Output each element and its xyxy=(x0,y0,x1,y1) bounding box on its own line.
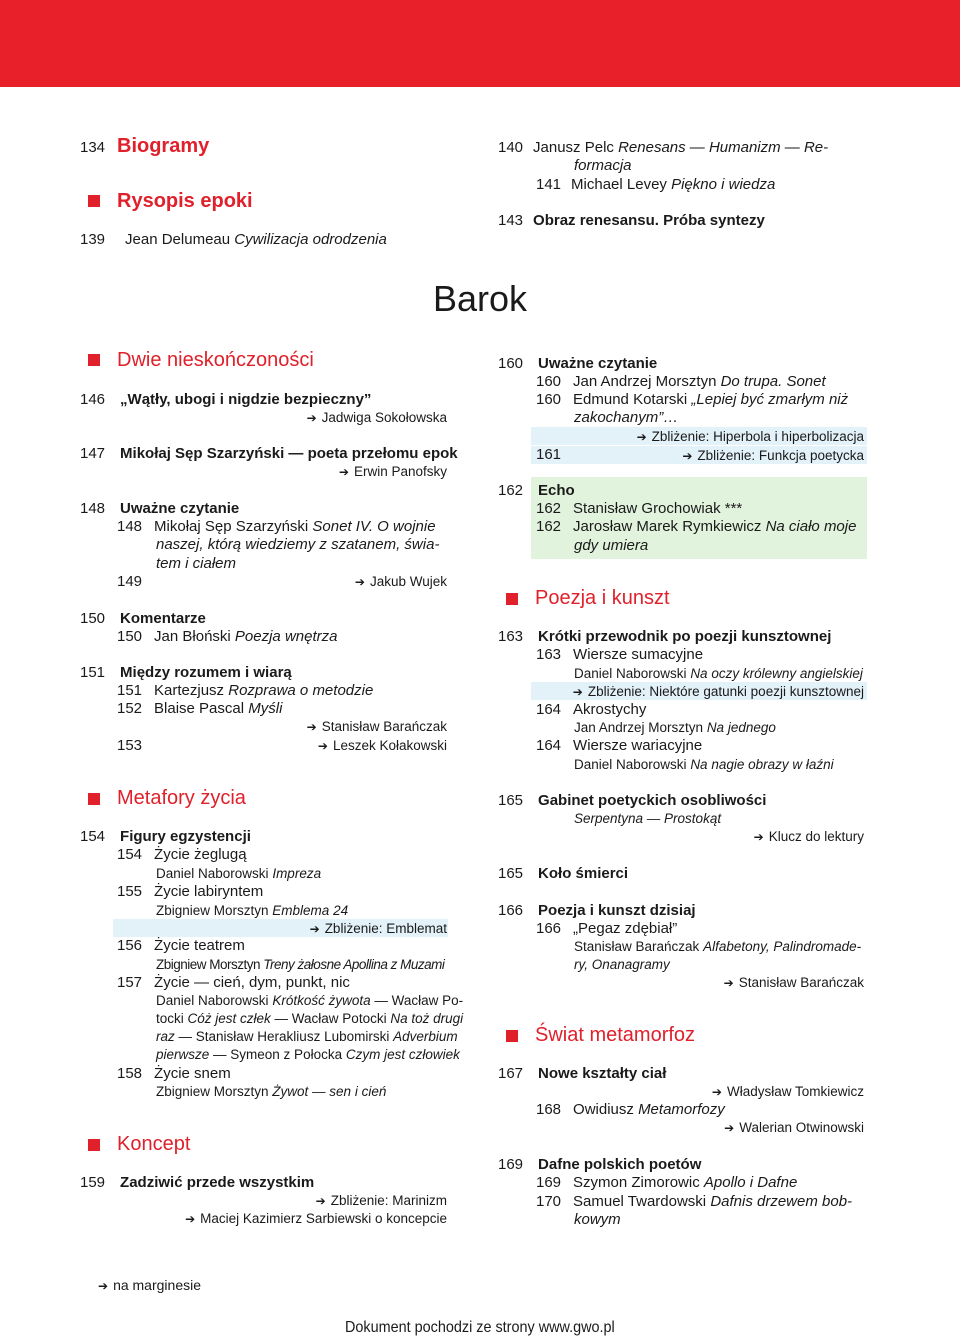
toc-detail-157-l4: pierwsze — Symeon z Połocka Czym jest człowiek xyxy=(156,1047,460,1062)
toc-subentry-162b: 162 Jarosław Marek Rymkiewicz Na ciało moje xyxy=(536,518,857,535)
red-square-icon xyxy=(88,793,100,805)
toc-detail-155: Zbigniew Morsztyn Emblema 24 xyxy=(156,903,349,918)
toc-subentry-156: 156 Życie teatrem xyxy=(117,937,245,954)
toc-entry-141: 141 Michael Levey Piękno i wiedza xyxy=(536,176,776,193)
toc-subentry-160b-cont: zakochanym”… xyxy=(574,409,679,426)
toc-subentry-157: 157 Życie — cień, dym, punkt, nic xyxy=(117,974,350,991)
toc-subentry-148-cont2: tem i ciałem xyxy=(156,555,237,572)
arrow-right-icon: ➔ xyxy=(317,739,328,753)
margin-note: ➔ Zbliżenie: Niektóre gatunki poezji kunsztownej xyxy=(572,684,864,699)
section-poezja-i-kunszt: Poezja i kunszt xyxy=(535,587,670,609)
section-koncept: Koncept xyxy=(117,1133,191,1155)
toc-entry-159: 159 Zadziwić przede wszystkim xyxy=(80,1174,315,1191)
toc-subentry-153: 153 xyxy=(117,737,143,754)
margin-note: ➔ Stanisław Barańczak xyxy=(306,719,447,734)
margin-note: ➔ Jadwiga Sokołowska xyxy=(306,410,447,425)
toc-subentry-155: 155 Życie labiryntem xyxy=(117,883,264,900)
section-biogramy: Biogramy xyxy=(117,135,210,157)
toc-entry-140: 140 Janusz Pelc Renesans — Humanizm — Re- xyxy=(498,139,829,156)
arrow-right-icon: ➔ xyxy=(636,430,647,444)
margin-note: ➔ Zbliżenie: Marinizm xyxy=(315,1193,447,1208)
toc-subentry-164a: 164 Akrostychy xyxy=(536,701,647,718)
section-rysopis-epoki: Rysopis epoki xyxy=(117,190,253,212)
toc-detail-157-l3: raz — Stanisław Herakliusz Lubomirski Adverbium xyxy=(156,1029,458,1044)
margin-note: ➔ Zbliżenie: Emblemat xyxy=(309,921,447,936)
toc-detail-154: Daniel Naborowski Impreza xyxy=(156,866,322,881)
toc-subentry-149: 149 xyxy=(117,573,143,590)
red-square-icon xyxy=(88,1139,100,1151)
page-title: Barok xyxy=(432,278,528,319)
toc-detail-166-l2: ry, Onanagramy xyxy=(574,957,670,972)
toc-subentry-169: 169 Szymon Zimorowic Apollo i Dafne xyxy=(536,1174,798,1191)
page-number: 134 xyxy=(80,139,106,156)
toc-detail-164a: Jan Andrzej Morsztyn Na jednego xyxy=(574,720,776,735)
toc-entry-166: 166 Poezja i kunszt dzisiaj xyxy=(498,902,696,919)
red-square-icon xyxy=(88,354,100,366)
toc-entry-165b: 165 Koło śmierci xyxy=(498,865,629,882)
toc-subentry-168: 168 Owidiusz Metamorfozy xyxy=(536,1101,725,1118)
margin-note: ➔ Stanisław Barańczak xyxy=(723,975,864,990)
margin-note: ➔ Jakub Wujek xyxy=(354,574,447,589)
arrow-right-icon: ➔ xyxy=(354,575,365,589)
toc-entry-150: 150 Komentarze xyxy=(80,610,206,627)
arrow-right-icon: ➔ xyxy=(306,720,317,734)
toc-entry-147: 147 Mikołaj Sęp Szarzyński — poeta przełomu epok xyxy=(80,445,458,462)
toc-subentry-148-cont: naszej, którą wiedziemy z szatanem, świa- xyxy=(156,536,440,553)
toc-subentry-154: 154 Życie żeglugą xyxy=(117,846,247,863)
toc-entry-148: 148 Uważne czytanie xyxy=(80,500,240,517)
arrow-right-icon: ➔ xyxy=(98,1279,109,1293)
toc-entry-163: 163 Krótki przewodnik po poezji kunsztownej xyxy=(498,628,832,645)
arrow-right-icon: ➔ xyxy=(306,411,317,425)
section-dwie-nieskonczonosci: Dwie nieskończoności xyxy=(117,349,314,371)
toc-entry-151: 151 Między rozumem i wiarą xyxy=(80,664,292,681)
margin-note: ➔ Maciej Kazimierz Sarbiewski o koncepcie xyxy=(185,1211,447,1226)
toc-entry-169: 169 Dafne polskich poetów xyxy=(498,1156,702,1173)
margin-note: ➔ Klucz do lektury xyxy=(753,829,864,844)
margin-note: ➔ Leszek Kołakowski xyxy=(317,738,447,753)
arrow-right-icon: ➔ xyxy=(338,465,349,479)
arrow-right-icon: ➔ xyxy=(682,449,693,463)
toc-entry-140-cont: formacja xyxy=(574,157,632,174)
margin-note: ➔ Walerian Otwinowski xyxy=(724,1120,864,1135)
toc-detail-165: Serpentyna — Prostokąt xyxy=(574,811,722,826)
arrow-right-icon: ➔ xyxy=(723,976,734,990)
toc-subentry-161: 161 xyxy=(536,446,562,463)
toc-subentry-150: 150 Jan Błoński Poezja wnętrza xyxy=(117,628,338,645)
toc-subentry-170-cont: kowym xyxy=(574,1211,621,1228)
toc-subentry-160a: 160 Jan Andrzej Morsztyn Do trupa. Sonet xyxy=(536,373,826,390)
toc-detail-164b: Daniel Naborowski Na nagie obrazy w łaźni xyxy=(574,757,834,772)
margin-note: ➔ Erwin Panofsky xyxy=(338,464,447,479)
toc-subentry-166: 166 „Pegaz zdębiał” xyxy=(536,920,678,937)
toc-entry-160: 160 Uważne czytanie xyxy=(498,355,658,372)
toc-detail-157-l1: Daniel Naborowski Krótkość żywota — Wacław Po- xyxy=(156,993,464,1008)
arrow-right-icon: ➔ xyxy=(185,1212,196,1226)
toc-detail-163: Daniel Naborowski Na oczy królewny angielskiej xyxy=(574,666,863,681)
toc-entry-146: 146 „Wątły, ubogi i nigdzie bezpieczny” xyxy=(80,391,372,408)
red-square-icon xyxy=(88,195,100,207)
arrow-right-icon: ➔ xyxy=(724,1121,735,1135)
toc-subentry-162b-cont: gdy umiera xyxy=(574,537,649,554)
toc-subentry-151: 151 Kartezjusz Rozprawa o metodzie xyxy=(117,682,374,699)
arrow-right-icon: ➔ xyxy=(315,1194,326,1208)
toc-subentry-152: 152 Blaise Pascal Myśli xyxy=(117,700,283,717)
arrow-right-icon: ➔ xyxy=(572,685,583,699)
toc-entry-167: 167 Nowe kształty ciał xyxy=(498,1065,667,1082)
toc-detail-158: Zbigniew Morsztyn Żywot — sen i cień xyxy=(156,1084,387,1099)
toc-subentry-158: 158 Życie snem xyxy=(117,1065,231,1082)
toc-subentry-160b: 160 Edmund Kotarski „Lepiej być zmarłym niż xyxy=(536,391,849,408)
toc-entry-162: 162 Echo xyxy=(498,482,575,499)
toc-detail-156: Zbigniew Morsztyn Treny żałosne Apollina z Muzami xyxy=(156,957,445,972)
toc-entry-165: 165 Gabinet poetyckich osobliwości xyxy=(498,792,767,809)
toc-entry-143: 143 Obraz renesansu. Próba syntezy xyxy=(498,212,765,229)
legend: ➔ na marginesie xyxy=(98,1277,201,1293)
toc-subentry-164b: 164 Wiersze wariacyjne xyxy=(536,737,703,754)
toc-subentry-163: 163 Wiersze sumacyjne xyxy=(536,646,704,663)
arrow-right-icon: ➔ xyxy=(309,922,320,936)
margin-note: ➔ Władysław Tomkiewicz xyxy=(711,1084,864,1099)
toc-subentry-162a: 162 Stanisław Grochowiak *** xyxy=(536,500,743,517)
toc-entry-154: 154 Figury egzystencji xyxy=(80,828,251,845)
toc-detail-166-l1: Stanisław Barańczak Alfabetony, Palindromade- xyxy=(574,939,862,954)
toc-subentry-148: 148 Mikołaj Sęp Szarzyński Sonet IV. O wojnie xyxy=(117,518,436,535)
top-red-banner xyxy=(0,0,960,87)
margin-note: ➔ Zbliżenie: Funkcja poetycka xyxy=(682,448,864,463)
arrow-right-icon: ➔ xyxy=(753,830,764,844)
red-square-icon xyxy=(506,593,518,605)
section-swiat-metamorfoz: Świat metamorfoz xyxy=(535,1024,696,1046)
margin-note: ➔ Zbliżenie: Hiperbola i hiperbolizacja xyxy=(636,429,864,444)
toc-subentry-170: 170 Samuel Twardowski Dafnis drzewem bob- xyxy=(536,1193,853,1210)
toc-detail-157-l2: tocki Cóż jest człek — Wacław Potocki Na toż drugi xyxy=(156,1011,464,1026)
red-square-icon xyxy=(506,1030,518,1042)
toc-entry-139: 139 Jean Delumeau Cywilizacja odrodzenia xyxy=(80,231,387,248)
arrow-right-icon: ➔ xyxy=(711,1085,722,1099)
section-metafory-zycia: Metafory życia xyxy=(117,787,246,809)
footer-source: Dokument pochodzi ze strony www.gwo.pl xyxy=(345,1319,615,1336)
